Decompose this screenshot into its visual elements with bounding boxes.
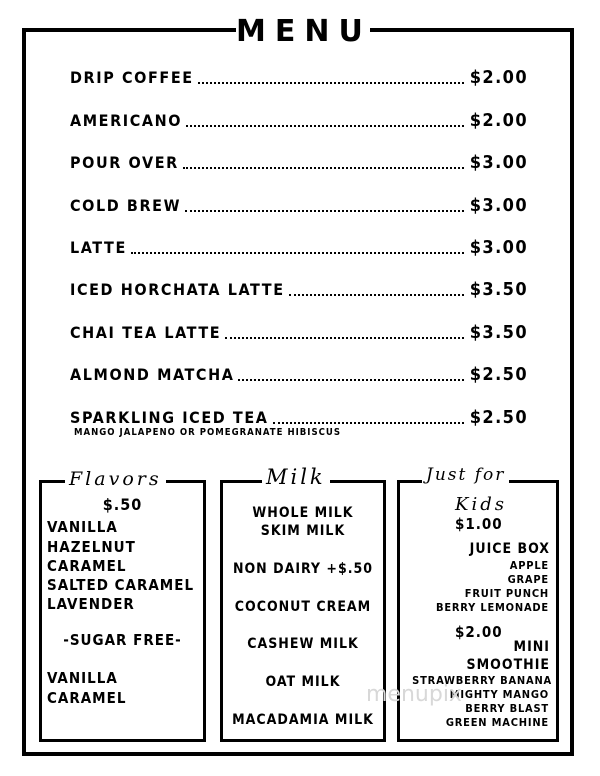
smoothie-flavor: STRAWBERRY BANANA [412,674,552,687]
sparkling-tea-note: MANGO JALAPENO OR POMEGRANATE HIBISCUS [74,427,341,438]
dot-leader [273,421,464,424]
smoothie-flavor: MIGHTY MANGO [449,688,549,701]
milk-item: COCONUT CREAM [234,599,372,615]
item-name: ICED HORCHATA LATTE [70,280,285,299]
flavor-item: LAVENDER [47,595,135,613]
dot-leader [183,166,464,169]
flavors-title: Flavors [65,468,166,490]
menu-item [70,359,528,385]
menu-item [70,105,528,131]
milk-item: OAT MILK [265,674,341,690]
item-price: $2.50 [469,364,528,385]
flavor-item: CARAMEL [47,557,127,575]
juice-flavor: APPLE [509,559,549,572]
menu-item [70,147,528,173]
mini-label: MINI [513,639,550,655]
menu-item [70,274,528,300]
milk-item: WHOLE MILK [252,505,354,521]
item-name: AMERICANO [70,111,183,130]
item-price: $3.00 [469,195,528,216]
juice-flavor: GRAPE [507,573,549,586]
smoothie-flavor: BERRY BLAST [465,702,549,715]
menu-item [70,232,528,258]
item-name: COLD BREW [70,196,182,215]
item-price: $2.50 [469,407,528,428]
item-name: ALMOND MATCHA [70,365,235,384]
menu-item [70,317,528,343]
flavor-item: HAZELNUT [47,538,136,556]
menu-title: MENU [236,14,372,49]
menu-item [70,62,528,88]
sugar-free-label: -SUGAR FREE- [63,631,182,649]
item-price: $3.00 [469,237,528,258]
item-price: $3.00 [469,152,528,173]
dot-leader [186,124,464,127]
item-name: CHAI TEA LATTE [70,323,222,342]
dot-leader [225,336,464,339]
juice-flavor: FRUIT PUNCH [464,587,549,600]
item-name: SPARKLING ICED TEA [70,408,269,427]
dot-leader [289,293,464,296]
milk-item: MACADAMIA MILK [232,712,374,728]
milk-title: Milk [262,466,330,488]
dot-leader [131,251,464,254]
juice-box-label: JUICE BOX [469,541,550,557]
item-price: $3.50 [469,322,528,343]
item-name: POUR OVER [70,153,179,172]
milk-item: SKIM MILK [260,523,346,539]
smoothie-flavor: GREEN MACHINE [445,716,549,729]
item-price: $2.00 [469,110,528,131]
kids-price-1: $1.00 [455,515,503,533]
item-price: $3.50 [469,279,528,300]
item-name: LATTE [70,238,127,257]
item-price: $2.00 [469,67,528,88]
dot-leader [198,81,464,84]
sugar-free-item: CARAMEL [47,689,127,707]
milk-item: CASHEW MILK [247,636,359,652]
item-name: DRIP COFFEE [70,68,194,87]
dot-leader [185,209,464,212]
flavor-item: VANILLA [47,518,118,536]
dot-leader [238,378,463,381]
flavors-price: $.50 [102,495,143,514]
milk-item: NON DAIRY +$.50 [232,561,374,577]
sugar-free-item: VANILLA [47,669,118,687]
juice-flavor: BERRY LEMONADE [435,601,549,614]
kids-title-line1: Just for [422,464,509,486]
flavor-item: SALTED CARAMEL [47,576,195,594]
kids-price-2: $2.00 [455,623,503,641]
watermark: menupix [366,682,462,707]
menu-item [70,402,528,428]
menu-item [70,190,528,216]
kids-title-line2: Kids [455,494,507,515]
smoothie-label: SMOOTHIE [466,657,550,673]
